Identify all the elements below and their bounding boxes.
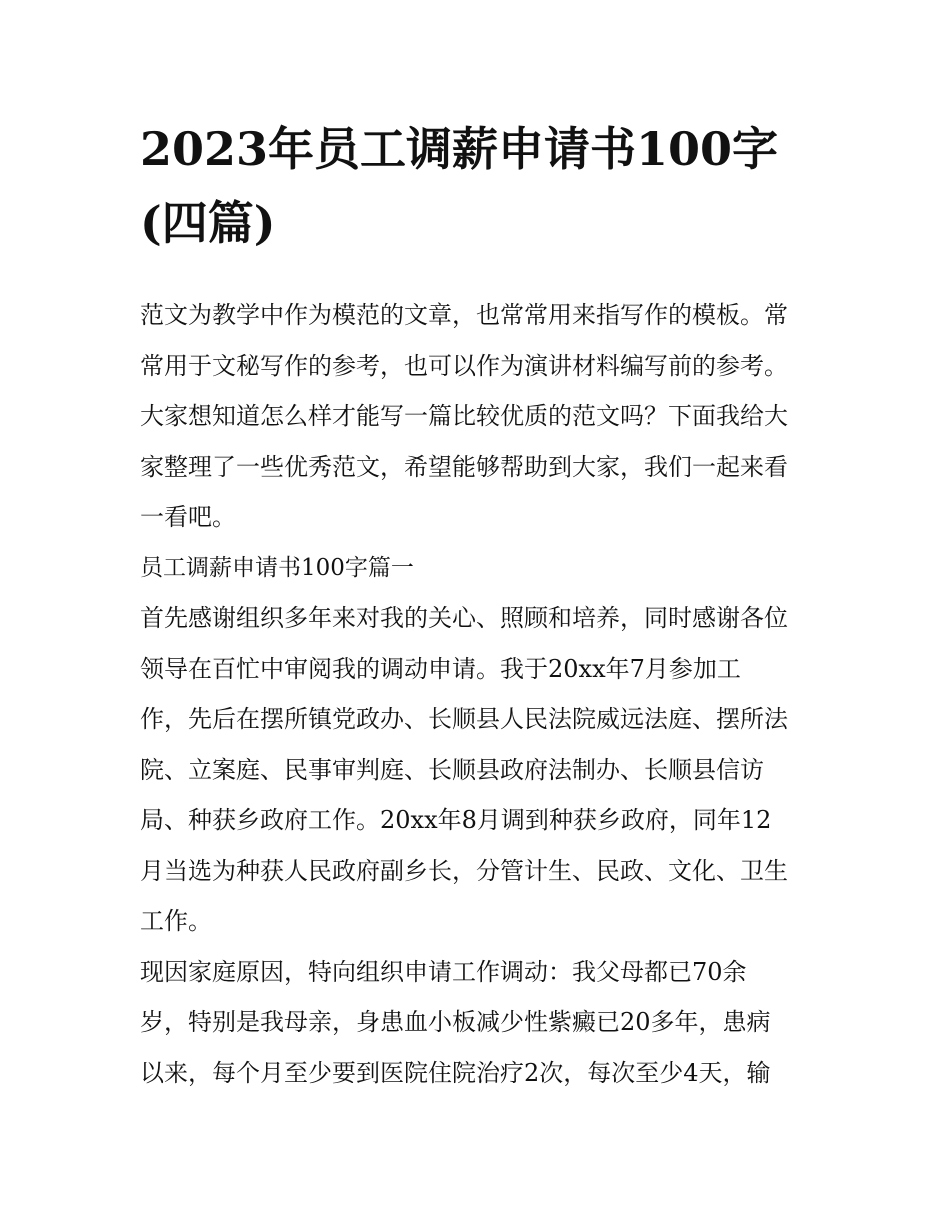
text-line: 范文为教学中作为模范的文章，也常常用来指写作的模板。常 bbox=[140, 301, 788, 329]
text-line: 大家想知道怎么样才能写一篇比较优质的范文吗？下面我给大 bbox=[140, 402, 788, 430]
text-line: 一看吧。 bbox=[140, 503, 236, 531]
text-line: 家整理了一些优秀范文，希望能够帮助到大家，我们一起来看 bbox=[140, 452, 788, 481]
text-line: 作，先后在摆所镇党政办、长顺县人民法院威远法庭、摆所法 bbox=[140, 705, 788, 733]
title-line: 2023年员工调薪申请书100字 bbox=[140, 122, 779, 176]
text-line: 首先感谢组织多年来对我的关心、照顾和培养，同时感谢各位 bbox=[140, 604, 788, 632]
text-line: 领导在百忙中审阅我的调动申请。我于20xx年7月参加工 bbox=[140, 654, 741, 683]
text-line: 月当选为种获人民政府副乡长，分管计生、民政、文化、卫生 bbox=[140, 856, 788, 885]
document-title bbox=[140, 112, 812, 260]
text-line: 现因家庭原因，特向组织申请工作调动：我父母都已70余 bbox=[140, 957, 747, 986]
intro-paragraph bbox=[140, 290, 812, 543]
body-paragraph-1 bbox=[140, 593, 812, 947]
document-page bbox=[140, 112, 812, 1098]
title-line: (四篇) bbox=[140, 196, 276, 250]
text-line: 局、种获乡政府工作。20xx年8月调到种获乡政府，同年12 bbox=[140, 806, 772, 834]
body-paragraph-2 bbox=[140, 947, 812, 1099]
text-line: 岁，特别是我母亲，身患血小板减少性紫癜已20多年，患病 bbox=[140, 1008, 771, 1036]
text-line: 以来，每个月至少要到医院住院治疗2次，每次至少4天，输 bbox=[140, 1058, 771, 1087]
text-line: 工作。 bbox=[140, 907, 212, 935]
text-line: 院、立案庭、民事审判庭、长顺县政府法制办、长顺县信访 bbox=[140, 755, 764, 784]
text-line: 常用于文秘写作的参考，也可以作为演讲材料编写前的参考。 bbox=[140, 351, 788, 380]
section-heading: 员工调薪申请书100字篇一 bbox=[140, 554, 414, 581]
